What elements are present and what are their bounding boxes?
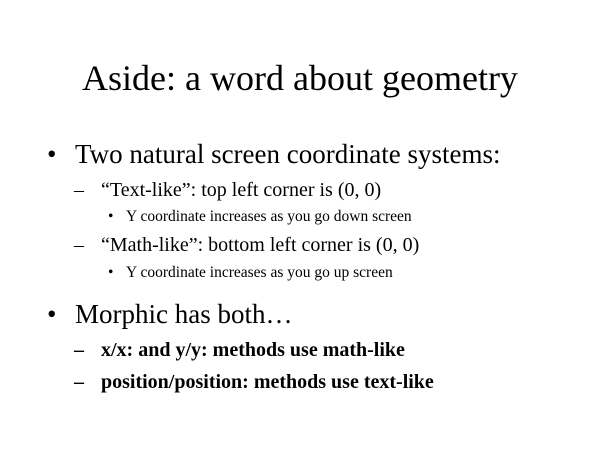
bullet-icon: • [47,299,57,329]
sub-sub-bullet-text: Y coordinate increases as you go down screen [126,208,412,225]
dash-icon: – [74,371,84,393]
sub-bullet-text: “Math-like”: bottom left corner is (0, 0) [101,234,420,256]
bullet-icon: • [108,264,114,281]
bullet-text: Two natural screen coordinate systems: [75,139,501,169]
bullet-text: Morphic has both… [75,299,293,329]
slide-title: Aside: a word about geometry [82,58,518,98]
sub-bullet-text: “Text-like”: top left corner is (0, 0) [101,179,382,201]
sub-bullet-text: x/x: and y/y: methods use math-like [101,339,405,361]
sub-sub-bullet-text: Y coordinate increases as you go up screen [126,264,393,281]
dash-icon: – [74,339,84,361]
dash-icon: – [74,179,84,201]
bullet-icon: • [47,139,57,169]
sub-bullet-text: position/position: methods use text-like [101,371,434,393]
bullet-icon: • [108,208,114,225]
dash-icon: – [74,234,84,256]
